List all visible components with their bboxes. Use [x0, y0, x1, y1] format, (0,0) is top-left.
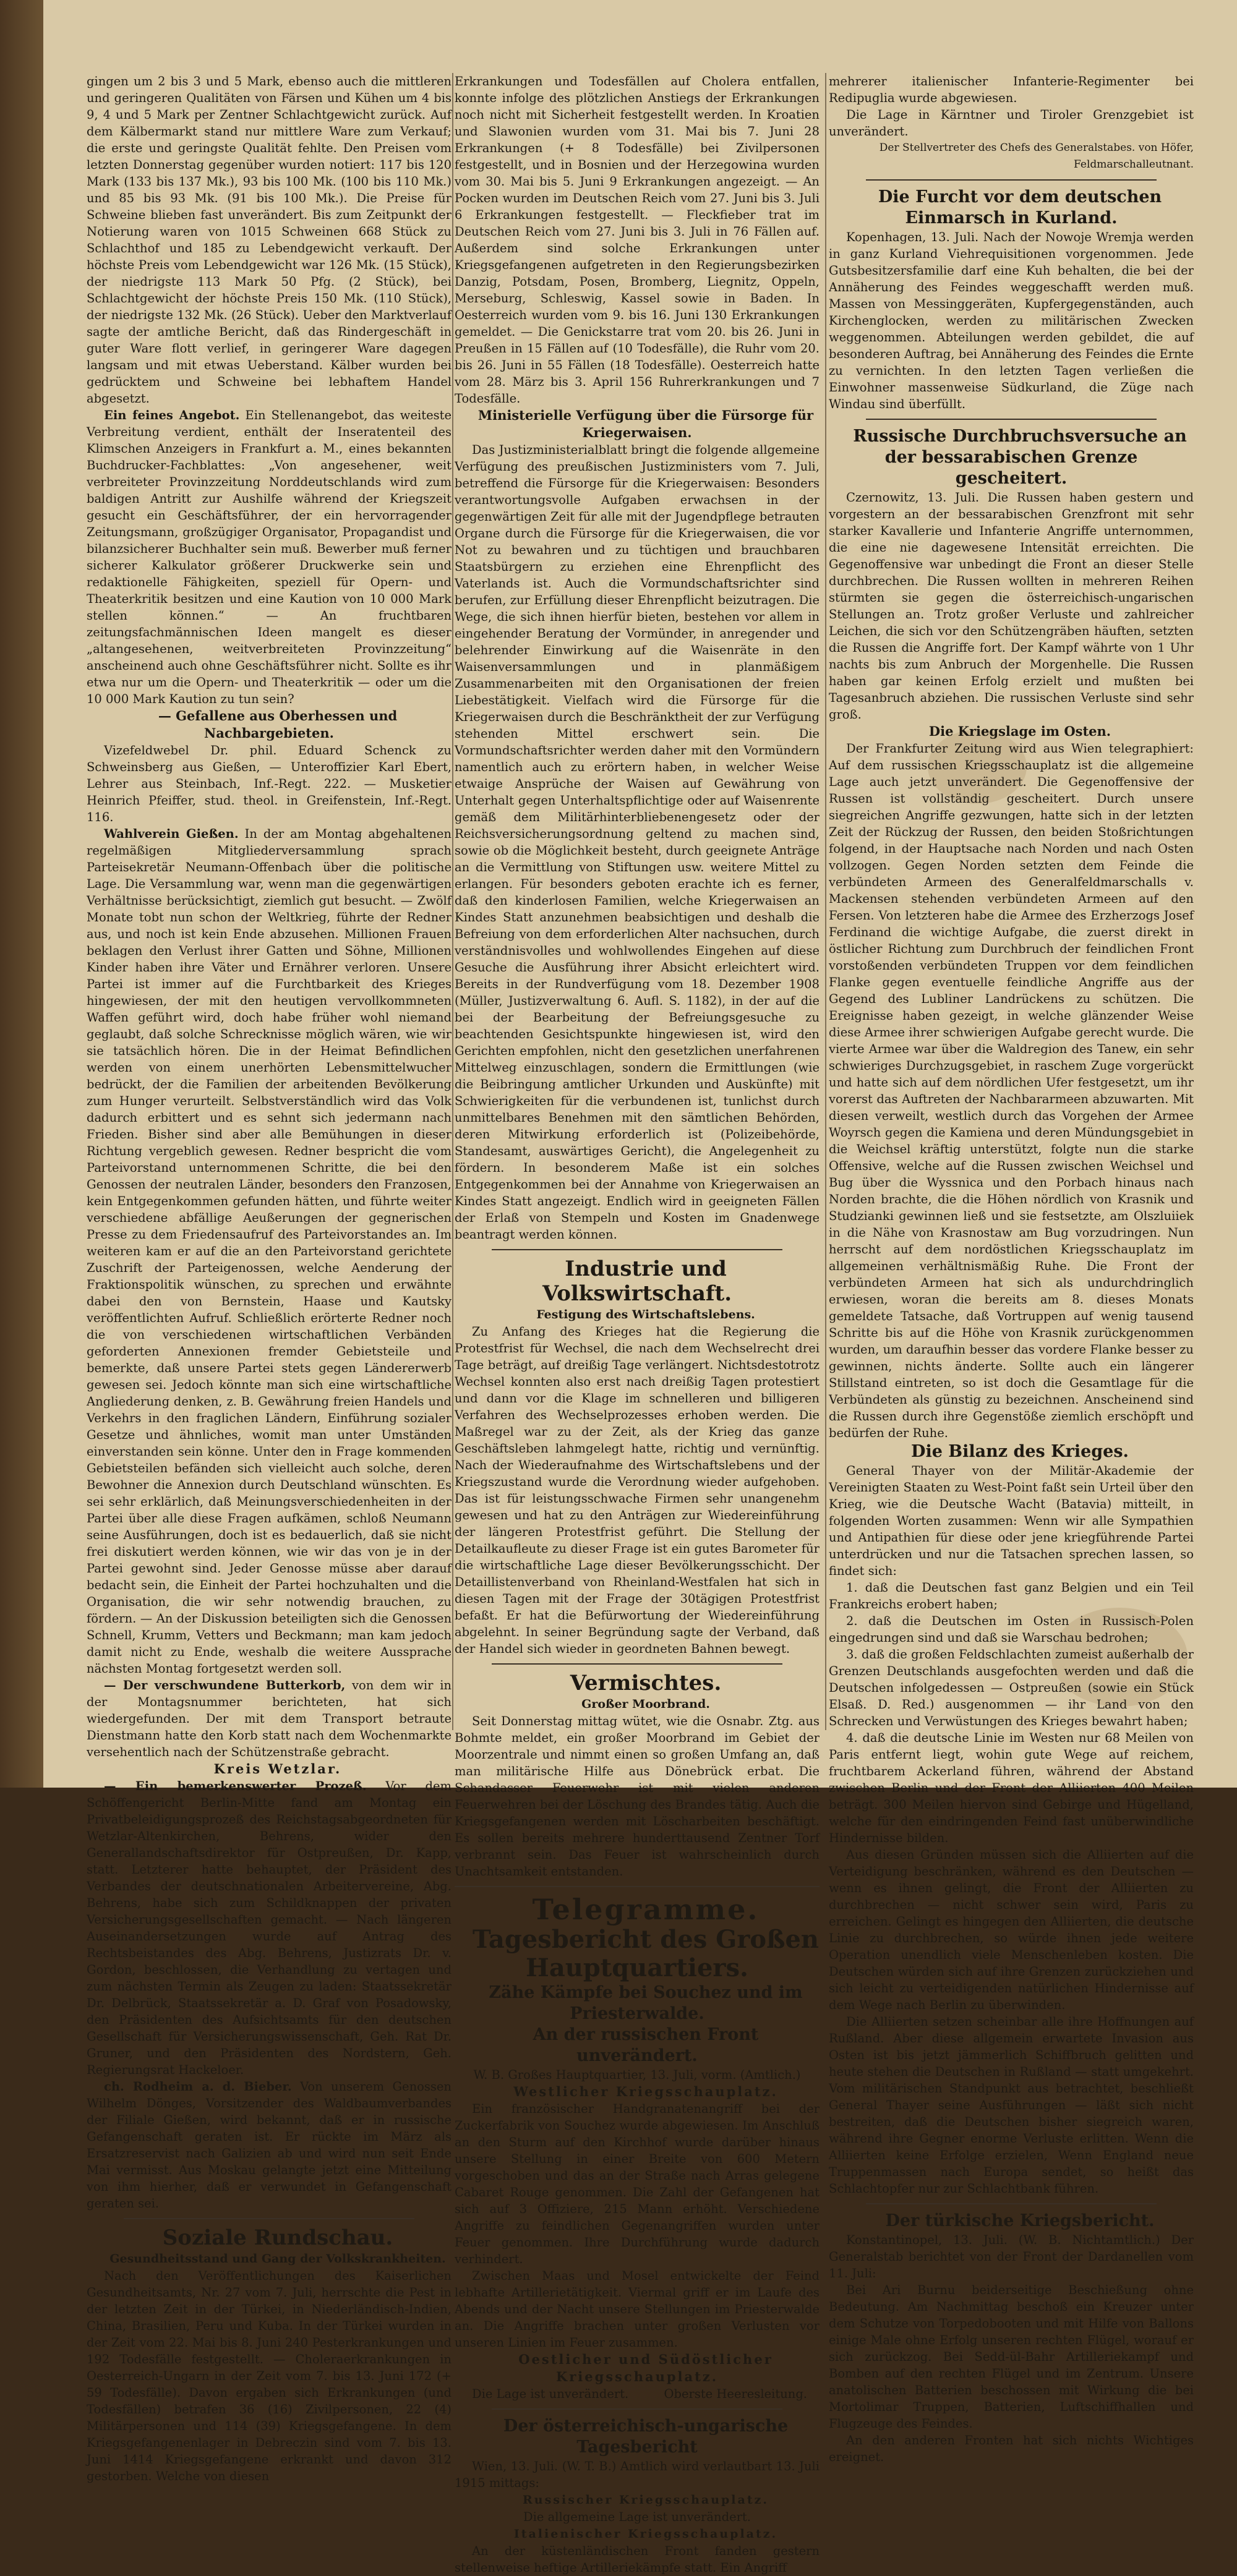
divider — [866, 179, 1157, 181]
headline: Russische Durchbruchsversuche an der bessarabischen Grenze gescheitert. — [853, 427, 1187, 488]
section-heading: — Gefallene aus Oberhessen und Nachbargebieten. — [158, 708, 398, 741]
paragraph-lead: — Ein bemerkenswerter Prozeß. — [104, 1779, 367, 1793]
paragraph: Kopenhagen, 13. Juli. Nach der Nowoje Wremja werden in ganz Kurland Viehrequisitionen vorgenommen. Jede Gutsbesitzersfamilie darf eine Kuh behalten, die bei der Annäherung des Feindes weggeschafft werden muß. Massen von Messinggeräten, Kupfergegenständen, auch Kirchenglocken, werden zu militärischen Zwecken weggenommen. Abteilungen werden gebildet, die auf besonderen Auftrag, bei Annäherung des Feindes die Ernte zu vernichten. In den letzten Tagen verließen die Einwohner massenweise Südkurland, die Züge nach Windau sind überfüllt. — [829, 230, 1194, 411]
paragraph-text: Vor dem Schöffengericht Berlin-Mitte fand am Montag ein Privatbeleidigungsprozeß des Reichstagsabgeordneten für Wetzlar-Altenkirchen, Behrens, wider den Generallandschaftsdirektor für Ostpreußen, Dr. Kapp, statt. Letzterer hatte behauptet, der Präsident des Verbandes der deutschnationalen Arbeitervereine, Abg. Behrens, habe sich zum Schildknappen der privaten Versicherungsgesellschaften gemacht. — Nach längeren Auseinandersetzungen wurde auf Antrag des Rechtsbeistandes des Abg. Behrens, Justizrats Dr. v. Gordon, beschlossen, die Verhandlung zu vertagen und zum nächsten Termin als Zeugen zu laden: Staatssekretär Dr. Delbrück, Staatssekretär a. D. Graf von Posadowsky, den Präsidenten des Aufsichtsamts für den deutschen Gesellschaft für Versicherungswissenschaft, Geh. Rat Dr. Gruner, und den Präsidenten des Nordstern, Geh. Regierungsrat Hackeloer. — [87, 1779, 452, 2077]
list-item: 1. daß die Deutschen fast ganz Belgien und ein Teil Frankreichs erobert haben; — [829, 1580, 1194, 1611]
column-1 — [87, 73, 452, 2483]
paragraph-lead: Wahlverein Gießen. — [104, 827, 239, 841]
section-heading: Ministerielle Verfügung über die Fürsorge für Kriegerwaisen. — [477, 407, 814, 440]
paragraph: Aus diesen Gründen müssen sich die Alliierten auf die Verteidigung beschränken, während es den Deutschen — wenn es ihnen gelingt, die Front der Alliierten zu durchbrechen — nicht schwer sein wird, Paris zu erreichen. Gelingt es hingegen den Alliierten, die deutsche Linie zu durchbrechen, so würde ihnen jede weitere Operation unendlich viele Menschenleben kosten. Die Deutschen würden sich auf ihre Grenzen zurückziehen und sich leicht zu verteidigenden natürlichen Hindernisse auf dem Wege nach Berlin zu überwinden. — [829, 1848, 1194, 2012]
column-rule — [452, 73, 453, 1730]
subheading: Italienischer Kriegsschauplatz. — [513, 2527, 778, 2541]
paragraph — [87, 1677, 452, 1760]
headline: Der österreichisch-ungarische Tagesbericht — [503, 2416, 789, 2457]
paragraph: gingen um 2 bis 3 und 5 Mark, ebenso auch die mittleren und geringeren Qualitäten von Färsen und Kühen um 4 bis 9, 4 und 5 Mark per Zentner Schlachtgewicht zurück. Auf dem Kälbermarkt stand nur mittlere Ware zum Verkauf; die erste und geringste Qualität fehlte. Den Preisen vom letzten Donnerstag gegenüber wurden notiert: 117 bis 120 Mark (133 bis 137 Mk.), 93 bis 100 Mk. (100 bis 110 Mk.) und 85 bis 93 Mk. (91 bis 100 Mk.). Die Preise für Schweine blieben fast unverändert. Bis zum Zeitpunkt der Notierung waren von 1015 Schweinen 668 Stück zu Schlachthof und 185 zu Lebendgewicht verkauft. Der höchste Preis vom Lebendgewicht war 126 Mk. (15 Stück), der niedrigste 113 Mark 50 Pfg. (2 Stück), bei Schlachtgewicht der höchste Preis 150 Mk. (110 Stück), der niedrigste 132 Mk. (26 Stück). Ueber den Marktverlauf sagte der amtliche Bericht, daß das Rindergeschäft in guter Ware flott verlief, in geringerer Ware dagegen langsam und mit etwas Ueberstand. Kälber wurden bei gedrücktem und Schweine bei lebhaftem Handel abgesetzt. — [87, 74, 452, 406]
subheading: Russischer Kriegsschauplatz. — [522, 2493, 769, 2507]
divider — [866, 419, 1157, 420]
section-heading: Die Kriegslage im Osten. — [928, 723, 1111, 739]
paragraph-text: In der am Montag abgehaltenen regelmäßigen Mitgliederversammlung sprach Parteisekretär Neumann-Offenbach über die politische Lage. Die Versammlung war, wenn man die gegenwärtigen Verhältnisse berücksichtigt, ziemlich gut besucht. — Zwölf Monate tobt nun schon der Weltkrieg, führte der Redner aus, und noch ist kein Ende abzusehen. Millionen Frauen beklagen den Verlust ihrer Gatten und Söhne, Millionen Kinder haben ihre Väter und Ernährer verloren. Unsere Partei ist immer auf die Furchtbarkeit des Krieges hingewiesen, der mit den heutigen vervollkommneten Waffen geführt wird, doch habe früher wohl niemand geglaubt, daß solche Schrecknisse möglich wären, wie wir sie tatsächlich hören. Die in der Heimat Befindlichen werden von einem unerhörten Lebensmittelwucher bedrückt, der die Familien der arbeitenden Bevölkerung zum Hunger verurteilt. Selbstverständlich wird das Volk dadurch erbittert und es sehnt sich jedermann nach Frieden. Bisher sind aber alle Bemühungen in dieser Richtung vergeblich gewesen. Redner bespricht die vom Parteivorstand unternommenen Schritte, die bei den Genossen der neutralen Länder, besonders den Franzosen, kein Entgegenkommen gefunden hätten, und führte weiter verschiedene abfällige Aeußerungen der gegnerischen Presse zu dem Friedensaufruf des Parteivorstandes an. Im weiteren kam er auf die an den Parteivorstand gerichtete Zuschrift der Parteigenossen, welche Aenderung der Fraktionspolitik wünschen, zu sprechen und erwähnte dabei den von Bernstein, Haase und Kautsky veröffentlichten Aufruf. Schließlich erörterte Redner noch die von verschiedenen wirtschaftlichen Verbänden geforderten Annexionen fremder Gebietsteile und bemerkte, daß unsere Partei stets gegen Ländererwerb gewesen sei. Jedoch könnte man sich eine wirtschaftliche Angliederung denken, z. B. Gewährung freien Handels und Verkehrs in den fraglichen Ländern, Einführung sozialer Gesetze und ähnliches, womit man unter Umständen einverstanden sein könne. Unter den in Frage kommenden Gebietsteilen befänden sich vielleicht auch solche, deren Bewohner die Annexion durch Deutschland wünschten. Es sei sehr erklärlich, daß Meinungsverschiedenheiten in der Partei über alle diese Fragen aufkämen, schloß Neumann seine Ausführungen, doch ist es bedauerlich, daß sie nicht frei diskutiert werden können, wie wir das von je in der Partei gewohnt sind. Jeder Genosse müsse aber darauf bedacht sein, die Einheit der Partei hochzuhalten und die Organisation, die wir sehr notwendig brauchen, zu fördern. — An der Diskussion beteiligten sich die Genossen Schnell, Krumm, Vetters und Beckmann; man kam jedoch damit nicht zu Ende, weshalb die weitere Aussprache nächsten Montag fortgesetzt werden soll. — [87, 827, 452, 1676]
paragraph-lead: ch. Rodheim a. d. Bieber. — [104, 2079, 292, 2094]
paragraph: An den anderen Fronten hat sich nichts Wichtiges ereignet. — [829, 2433, 1194, 2464]
divider — [455, 1886, 820, 1887]
paragraph: Die Lage in Kärntner und Tiroler Grenzgebiet ist unverändert. — [829, 108, 1194, 139]
divider — [866, 2203, 1157, 2204]
paragraph: Nach den Veröffentlichungen des Kaiserlichen Gesundheitsamts, Nr. 27 vom 7. Juli, herrschte die Pest in der letzten Zeit in der Türkei, in Niederländisch-Indien, China, Brasilien, Peru und Kuba. In der Türkei wurden in der Zeit vom 22. Mai bis 8. Juni 240 Pesterkrankungen und 192 Todesfälle festgestellt. — Choleraerkrankungen in Oesterreich-Ungarn in der Zeit vom 7. bis 13. Juni 172 (+ 59 Todesfälle). Davon ergaben sich Erkrankungen (und Todesfällen) betrafen 36 (16) Zivilpersonen, 22 (4) Militärpersonen und 114 (39) Kriegsgefangene. In dem Kriegsgefangenenlager in Debreczin sind vom 7. bis 13. Juni 1414 Kriegsgefangene erkrankt und davon 312 gestorben. Welche von diesen — [87, 2269, 452, 2483]
section-heading: Soziale Rundschau. — [162, 2225, 393, 2250]
paragraph: Seit Donnerstag mittag wütet, wie die Osnabr. Ztg. aus Bohmte meldet, ein großer Moorbrand im Gebiet der Moorzentrale und nimmt einen so großen Umfang an, daß man militärische Hilfe aus Dönebrück erbat. Die Schandasser Feuerwehr ist mit vielen anderen Feuerwehren bei der Löschung des Brandes tätig. Auch die Kriegsgefangenen werden mit Löscharbeiten beschäftigt. Es sollen bereits mehrere hunderttausend Zentner Torf verbrannt sein. Das Feuer ist wahrscheinlich durch Unachtsamkeit entstanden. — [455, 1714, 820, 1879]
divider — [492, 2408, 782, 2410]
paragraph: General Thayer von der Militär-Akademie der Vereinigten Staaten zu West-Point faßt sein Urteil über den Krieg, wie die Deutsche Wacht (Batavia) mitteilt, in folgenden Worten zusammen: Wenn wir alle Sympathien und Antipathien für diese oder jene kriegführende Partei unterdrücken und nur die Tatsachen sprechen lassen, so findet sich: — [829, 1464, 1194, 1578]
dateline: Wien, 13. Juli. (W. T. B.) Amtlich wird verlautbart 13. Juli 1915 mittags: — [455, 2459, 820, 2490]
divider — [124, 2218, 414, 2219]
paragraph-lead: — Der verschwundene Butterkorb, — [104, 1678, 346, 1692]
paragraph — [87, 2078, 452, 2212]
paragraph: Zwischen Maas und Mosel entwickelte der Feind lebhafte Artillerietätigkeit. Viermal griff er im Laufe des Abends und der Nacht unsere Stellungen im Priesterwalde an. Die Angriffe brachen unter großen Verlusten vor unseren Linien im Feuer zusammen. — [455, 2269, 820, 2350]
subheading: Großer Moorbrand. — [581, 1697, 710, 1711]
section-heading: Industrie und Volkswirtschaft. — [542, 1256, 732, 1306]
scan-left-edge — [0, 0, 43, 1788]
paragraph: Erkrankungen und Todesfällen auf Cholera entfallen, konnte infolge des plötzlichen Anstiegs der Erkrankungen noch nicht mit Sicherheit festgestellt werden. In Kroatien und Slawonien wurden vom 31. Mai bis 7. Juni 28 Erkrankungen (+ 8 Todesfälle) bei Zivilpersonen festgestellt, und in Bosnien und der Herzegowina wurden vom 30. Mai bis 5. Juni 9 Erkrankungen angezeigt. — An Pocken wurden im Deutschen Reich vom 27. Juni bis 3. Juli 6 Erkrankungen festgestellt. — Fleckfieber trat im Deutschen Reich vom 27. Juni bis 3. Juli in 76 Fällen auf. Außerdem sind solche Erkrankungen unter Kriegsgefangenen aufgetreten in den Regierungsbezirken Danzig, Potsdam, Posen, Bromberg, Liegnitz, Oppeln, Merseburg, Schleswig, Kassel sowie in Baden. In Oesterreich wurden vom 9. bis 16. Juni 130 Erkrankungen gemeldet. — Die Genickstarre trat vom 20. bis 26. Juni in Preußen in 15 Fällen auf (10 Todesfälle), die Ruhr vom 20. bis 26. Juni in 55 Fällen (18 Todesfälle). Oesterreich hatte vom 28. März bis 3. April 156 Ruhrerkrankungen und 7 Todesfälle. — [455, 74, 820, 406]
paragraph — [87, 825, 452, 1677]
paragraph: Zu Anfang des Krieges hat die Regierung die Protestfrist für Wechsel, die nach dem Wechselrecht drei Tage beträgt, auf dreißig Tage verlängert. Nichtsdestotrotz Wechsel konnten also erst nach dreißig Tagen protestiert und dann vor die Klage im schnelleren und billigeren Verfahren des Wechselprozesses erhoben werden. Die Maßregel war zu der Zeit, als der Krieg das ganze Geschäftsleben lahmgelegt hatte, richtig und vernünftig. Nach der Wiederaufnahme des Wirtschaftslebens und der Kriegszustand wurde die Verordnung wieder aufgehoben. Das ist für leistungsschwache Firmen sehr unangenehm gewesen und hat zu den Anträgen zur Wiedereinführung der längeren Protestfrist geführt. Die Stellung der Detailkaufleute zu dieser Frage ist ein gutes Barometer für die wirtschaftliche Lage dieser Bevölkerungsschicht. Der Detaillistenverband von Rheinland-Westfalen hat sich in diesen Tagen mit der Frage der 30tägigen Protestfrist befaßt. Er hat die Befürwortung der Wiedereinführung abgelehnt. In seiner Begründung sagte der Verband, daß der Handel sich wieder in geordneten Bahnen bewegt. — [455, 1324, 820, 1656]
paragraph: Vizefeldwebel Dr. phil. Eduard Schenck zu Schweinsberg aus Gießen, — Unteroffizier Karl Ebert, Lehrer aus Steinbach, Inf.-Regt. 222. — Musketier Heinrich Pfeiffer, stud. theol. in Greifenstein, Inf.-Regt. 116. — [87, 743, 452, 824]
paragraph: Ein französischer Handgranatenangriff bei der Zuckerfabrik von Souchez wurde abgewiesen. Im Anschluß an den Sturm auf den Kirchhof wurde darüber hinaus unsere Stellung in einer Breite von 600 Metern vorgeschoben und das an der Straße nach Arras gelegene Cabaret Rouge genommen. Die Zahl der Gefangenen hat sich auf 3 Offiziere, 215 Mann erhöht. Verschiedene Angriffe zu feindlichen Gegenangriffen wurden unter Feuer genommen. Ihre Durchführung wurde dadurch verhindert. — [455, 2102, 820, 2266]
section-heading: Die Bilanz des Krieges. — [911, 1442, 1129, 1461]
paragraph-lead: Ein feines Angebot. — [104, 408, 240, 422]
subheading: Westlicher Kriegsschauplatz. — [513, 2084, 778, 2099]
section-heading: Vermischtes. — [570, 1671, 722, 1695]
signature: Der Stellvertreter des Chefs des Generalstabes. von Höfer, Feldmarschalleutnant. — [879, 142, 1194, 171]
headline: Die Furcht vor dem deutschen Einmarsch in Kurland. — [878, 187, 1162, 228]
paragraph: Bei Ari Burnu beiderseitige Beschießung ohne Bedeutung. Am Nachmittag beschoß ein Kreuzer unter dem Schutze von Torpedobooten und mit Hilfe von Ballons einige Male ohne Erfolg unseren rechten Flügel, worauf er sich zurückzog. Bei Sedd-ül-Bahr Artilleriekampf und Bomben auf den rechten Flügel und im Zentrum. Unsere anatolischen Batterien beschossen mit Wirkung die bei Mortolimar Truppen, Batterien, Luftschiffhallen und Flugzeuge des Feindes. — [829, 2283, 1194, 2431]
paragraph: Die Alliierten setzen scheinbar alle ihre Hoffnungen auf Rußland. Aber diese allgemein erwartete Invasion aus Osten ist bis jetzt jämmerlich Schiffbruch gelitten und heute stehen die Deutschen in Rußland — statt umgekehrt. Vom militärischen Standpunkt aus betrachtet, beschließt General Thayer seine Ausführungen — läßt sich nicht bestreiten, daß die Deutschen bisher siegreich waren, während ihre Gegner enorme Verluste erlitten. Wenn die Alliierten keine Erfolge erzielen, Wenn England neue Truppenmassen nach Europa sendet, so heißt das Schlachtopfer nur zur Schlachtbank führen. — [829, 2015, 1194, 2196]
paragraph-text: Die Lage ist unverändert. — [472, 2387, 629, 2401]
headline: Der türkische Kriegsbericht. — [885, 2211, 1155, 2230]
paragraph: Das Justizministerialblatt bringt die folgende allgemeine Verfügung des preußischen Justizministers vom 7. Juli, betreffend die Fürsorge für die Kriegerwaisen: Besonders verantwortungsvolle Aufgaben erwachsen in der gegenwärtigen Zeit für alle mit der Jugendpflege betrauten Organe durch die Fürsorge für die Kriegerwaisen, die vor Not zu bewahren und zu tüchtigen und brauchbaren Staatsbürgern zu erziehen eine Ehrenpflicht des Vaterlands ist. Auch die Vormundschaftsrichter sind berufen, zur Erfüllung dieser Ehrenpflicht beizutragen. Die Wege, die sich ihnen hierfür bieten, bestehen vor allem in eingehender Beratung der Vormünder, in anregender und belehrender Einwirkung auf die Waisenräte in den Waisenversammlungen und in planmäßigem Zusammenarbeiten mit den Organisationen der freien Liebestätigkeit. Vielfach wird die Fürsorge für die Kriegerwaisen durch die Beschränktheit der zur Verfügung stehenden Mittel erschwert sein. Die Vormundschaftsrichter werden daher mit den Vormündern namentlich auch zu erörtern haben, in welcher Weise etwaige Ansprüche der Waisen auf Gewährung von Unterhalt gegen Unterhaltspflichtige oder auf Waisenrente gemäß dem Militärhinterbliebenengesetz oder der Reichsversicherungsordnung geltend zu machen sind, sowie ob die Möglichkeit besteht, durch geeignete Anträge an die Vermittlung von Stiftungen usw. weitere Mittel zu erlangen. Für besonders geboten erachte ich es ferner, daß den kinderlosen Familien, welche Kriegerwaisen an Kindes Statt anzunehmen beabsichtigen und deshalb die Befreiung von dem erforderlichen Alter nachsuchen, durch verständnisvolles und wohlwollendes Eingehen auf diese Gesuche die Ausführung ihrer Absicht erleichtert wird. Bereits in der Rundverfügung vom 18. Dezember 1908 (Müller, Justizverwaltung 6. Aufl. S. 1182), in der auf die bei der Bearbeitung der Befreiungsgesuche zu beachtenden Gesichtspunkte hingewiesen ist, wird den Gerichten empfohlen, nicht den gesetzlichen unerfahrenen Mittelweg einzuschlagen, sondern die Ermittlungen (wie die Beibringung amtlicher Urkunden und Auskünfte) mit Schwierigkeiten für die verbundenen ist, tunlichst durch unmittelbares Benehmen mit den sämtlichen Behörden, deren Mitwirkung erforderlich ist (Polizeibehörde, Standesamt, auswärtiges Gericht), die Angelegenheit zu fördern. In besonderem Maße ist ein solches Entgegenkommen bei der Annahme von Kriegerwaisen an Kindes Statt angezeigt. Endlich wird in geeigneten Fällen der Erlaß von Stempeln und Kosten im Gnadenwege beantragt werden können. — [455, 443, 820, 1242]
section-heading: Kreis Wetzlar. — [213, 1761, 342, 1776]
paragraph — [87, 407, 452, 707]
divider — [492, 1249, 782, 1250]
list-item: 2. daß die Deutschen im Osten in Russisch-Polen eingedrungen sind und daß sie Warschau bedrohen; — [829, 1614, 1194, 1645]
list-item: 3. daß die großen Feldschlachten zumeist außerhalb der Grenzen Deutschlands ausgefochten werden und daß die Deutschen infolgedessen — Ostpreußen (sowie ein Stück Elsaß. D. Red.) ausgenommen — ihr Land von den Schrecken und Verwüstungen des Krieges bewahrt haben; — [829, 1647, 1194, 1728]
paragraph-text: Von unserem Genossen Wilhelm Dönges, Vorsitzender des Waldbaumverbandes der Filiale Gießen, wird bekannt, daß er in russische Gefangenschaft geraten ist. Er rückte im März als Ersatzreservist nach Galizien ab und wird nun seit Ende Mai vermisst. Aus Moskau gelangte jetzt eine Mitteilung von ihm hierher, daß er verwundet in Gefangenschaft geraten sei. — [87, 2079, 452, 2211]
column-rule — [825, 73, 826, 1730]
paragraph: Die allgemeine Lage ist unverändert. — [523, 2510, 751, 2524]
paragraph: mehrerer italienischer Infanterie-Regimenter bei Redipuglia wurde abgewiesen. — [829, 74, 1194, 105]
dateline: W. B. Großes Hauptquartier, 13. Juli, vorm. (Amtlich.) — [473, 2068, 801, 2082]
divider — [492, 1663, 782, 1665]
paragraph-text: von dem wir in der Montagsnummer berichteten, hat sich wiedergefunden. Der mit dem Transport betraute Dienstmann hatte den Korb statt nach dem Wochenmarkte versehentlich nach der Schützenstraße gebracht. — [87, 1678, 452, 1759]
headline: Zähe Kämpfe bei Souchez und im Priesterwalde. — [489, 1983, 803, 2023]
paragraph — [87, 1778, 452, 2078]
list-item: 4. daß die deutsche Linie im Westen nur 68 Meilen von Paris entfernt liegt, wohin gute Wege auf reichem, fruchtbarem Ackerland führen, während der Abstand zwischen Berlin und der Front der Alliierten 400 Meilen beträgt. 300 Meilen hiervon sind Gebirge und Hügelland, welche für den eindringenden Feind fast unüberwindliche Hindernisse bilden. — [829, 1731, 1194, 1845]
headline: Tagesbericht des Großen Hauptquartiers. — [472, 1925, 820, 1982]
paragraph: Der Frankfurter Zeitung wird aus Wien telegraphiert: Auf dem russischen Kriegsschauplatz ist die allgemeine Lage auch jetzt unverändert. Die Gegenoffensive der Russen ist vollständig gescheitert. Durch unsere siegreichen Angriffe gezwungen, hatte sich in der letzten Zeit der Rückzug der Russen, den beiden Stoßrichtungen folgend, in der Hauptsache nach Norden und nach Osten vollzogen. Gegen Norden setzten dem Feinde die verbündeten Armeen des Generalfeldmarschalls v. Mackensen stehenden verbündeten Armeen auf den Fersen. Von letzteren habe die Armee des Erzherzogs Josef Ferdinand die wichtige Aufgabe, die zuerst direkt in östlicher Richtung zum Durchbruch der feindlichen Front vorstoßenden verbündeten Truppen vor dem feindlichen Flanke gegen eventuelle feindliche Angriffe aus der Gegend des Lubliner Landrückens zu schützen. Die Ereignisse haben gezeigt, in welche glänzender Weise diese Armee ihrer schwierigen Aufgabe gerecht wurde. Die vierte Armee war über die Waldregion des Tanew, ein sehr schwieriges Durchzugsgebiet, in raschem Zuge vorgerückt und hatte sich auf dem nördlichen Ufer festgesetzt, um ihr vorerst das Auftreten der Nachbararmeen abzuwarten. Mit diesen verweilt, westlich durch das Vorgehen der Armee Woyrsch gegen die Kamiena und deren Mündungsgebiet in die Weichsel kräftig unterstützt, folgte nun die starke Offensive, welche auf die Russen zwischen Weichsel und Bug über die Wyssnica und den Porbach hinaus nach Norden brachte, die die Höhen nördlich von Krasnik und Studzianki gewinnen ließ und sie festsetzte, am Olszluiiek in die Nähe von Krasnostaw am Bug vorzudringen. Nun herrscht auf dem nordöstlichen Kriegsschauplatz im allgemeinen verhältnismäßig Ruhe. Die Front der verbündeten Armeen hat sich als undurchdringlich erwiesen, woran die bereits am 8. dieses Monats gemeldete Tatsache, daß Vortruppen auf wenig tausend Schritte bis auf die Höhe von Krasnik zurückgenommen wurden, um daraufhin besser das vordere Flanke besser zu gewinnen, nichts änderte. Sollte auch ein längerer Stillstand eintreten, so ist doch die Gesamtlage für die Verbündeten als günstig zu bezeichnen. Anscheinend sind die Russen durch ihre Gegenstöße ziemlich erschöpft und bedürfen der Ruhe. — [829, 741, 1194, 1440]
subheading: Oestlicher und Südöstlicher Kriegsschauplatz. — [518, 2352, 773, 2384]
paragraph — [455, 2386, 820, 2402]
subheading: Festigung des Wirtschaftslebens. — [536, 1308, 755, 1321]
column-3 — [829, 73, 1194, 2464]
headline: An der russischen Front unverändert. — [533, 2025, 759, 2065]
section-heading: Telegramme. — [532, 1893, 760, 1926]
paragraph: An der küstenländischen Front fanden gestern stellenweise heftige Artilleriekämpfe statt. Ein Angriff — [455, 2544, 820, 2575]
subheading: Gesundheitsstand und Gang der Volkskrankheiten. — [109, 2252, 446, 2266]
paragraph-text: Ein Stellenangebot, das weiteste Verbreitung verdient, enthält der Inseratenteil des Klimschen Anzeigers in Frankfurt a. M., eines bekannten Buchdrucker-Fachblattes: „Von angesehener, weit verbreiteter Provinzzeitung Norddeutschlands wird zum baldigen Antritt zur Aushilfe während der Kriegszeit gesucht ein Geschäftsführer, der ein hervorragender Zeitungsmann, großzügiger Organisator, Propagandist und bilanzsicherer Buchhalter sein muß. Bewerber muß ferner sicherer Kalkulator größerer Druckwerke sein und redaktionelle Fähigkeiten, speziell für Opern- und Theaterkritik besitzen und eine Kaution von 10 000 Mark stellen können.“ — An fruchtbaren zeitungsfachmännischen Ideen mangelt es dieser „altangesehenen, weitverbreiteten Provinzzeitung“ anscheinend auch ohne Geschäftsführer nicht. Sollte es ihr etwa nur um die Opern- und Theaterkritik — oder um die 10 000 Mark Kaution zu tun sein? — [87, 408, 452, 706]
column-2 — [455, 73, 820, 2575]
paragraph: Czernowitz, 13. Juli. Die Russen haben gestern und vorgestern an der bessarabischen Grenzfront mit sehr starker Kavallerie und Infanterie Angriffe unternommen, die eine nie dagewesene Intensität erreichten. Die Gegenoffensive war unbedingt die Front an dieser Stelle durchbrechen. Die Russen wollten in mehreren Reihen stürmten sie gegen die österreichisch-ungarischen Stellungen an. Trotz großer Verluste und zahlreicher Leichen, die sich vor den Schützengräben häuften, setzten die Russen die Angriffe fort. Der Kampf währte von 1 Uhr nachts bis zum Anbruch der Morgenhelle. Die Russen haben gar keinen Erfolg erzielt und mußten bei Tagesanbruch abziehen. Die russischen Verluste sind sehr groß. — [829, 490, 1194, 722]
signature: Oberste Heeresleitung. — [664, 2387, 807, 2401]
paragraph: Konstantinopel, 13. Juli. (W. B. Nichtamtlich.) Der Generalstab berichtet von der Front der Dardanellen vom 11. Juli: — [829, 2233, 1194, 2280]
